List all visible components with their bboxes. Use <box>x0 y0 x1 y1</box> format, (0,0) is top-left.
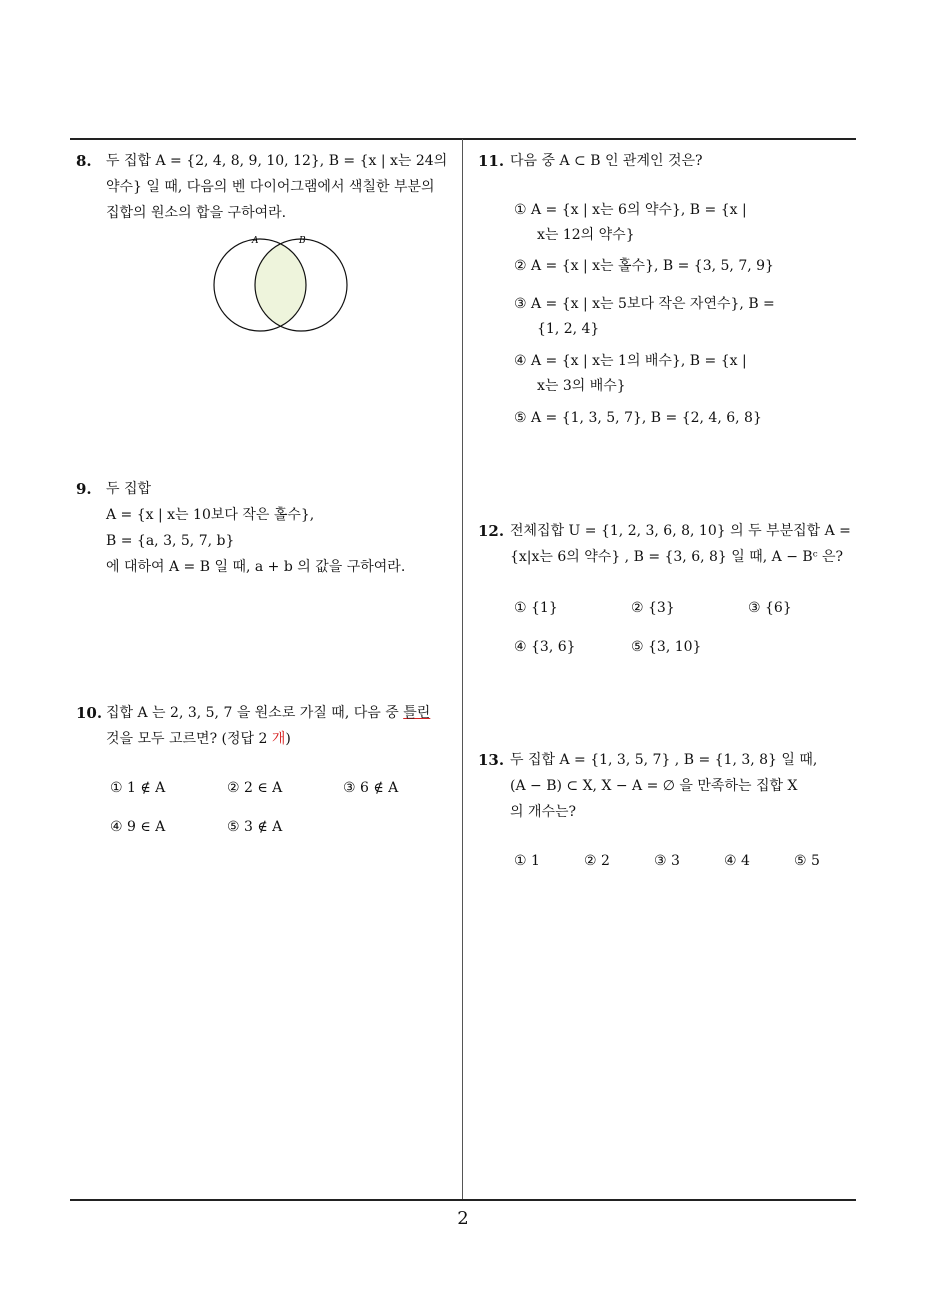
problem-line: A = {x | x는 10보다 작은 홀수}, <box>106 507 315 523</box>
choice-3-cont: {1, 2, 4} <box>537 321 600 337</box>
problem-text <box>106 148 461 226</box>
column-divider <box>462 139 463 1200</box>
problem-line: 집합의 원소의 합을 구하여라. <box>106 205 287 221</box>
problem-number: 13. <box>478 751 505 769</box>
choice-4-cont: x는 3의 배수} <box>537 378 626 394</box>
problem-line: B = {a, 3, 5, 7, b} <box>106 533 235 549</box>
choice-4[interactable]: ④ 4 <box>724 853 750 869</box>
problem-line <box>106 726 461 752</box>
problem-text <box>510 148 853 174</box>
problem-number: 8. <box>76 152 92 170</box>
page-number: 2 <box>457 1208 469 1229</box>
problem-9 <box>76 476 461 580</box>
problem-number: 12. <box>478 522 505 540</box>
problem-line <box>106 700 461 726</box>
text-segment: ) <box>285 731 291 747</box>
choice-4[interactable]: ④ {3, 6} <box>514 639 576 655</box>
bottom-rule <box>70 1199 856 1201</box>
problem-line: 두 집합 A = {1, 3, 5, 7} , B = {1, 3, 8} 일 때, <box>510 752 818 768</box>
red-word: 개 <box>271 731 286 747</box>
problem-number: 9. <box>76 480 92 498</box>
choice-1-cont: x는 12의 약수} <box>537 227 635 243</box>
problem-12 <box>478 518 853 570</box>
text-segment: 집합 A 는 2, 3, 5, 7 을 원소로 가질 때, 다음 중 <box>106 705 404 721</box>
problem-line: 두 집합 A = {2, 4, 8, 9, 10, 12}, B = {x | x는 24의 <box>106 153 448 169</box>
set-a-label: A <box>252 236 259 246</box>
set-b-label: B <box>299 236 306 246</box>
choice-1[interactable]: ① 1 <box>514 853 540 869</box>
choice-2[interactable]: ② 2 ∈ A <box>227 780 283 796</box>
problem-line: {x|x는 6의 약수} , B = {3, 6, 8} 일 때, A − Bᶜ 은? <box>510 549 844 565</box>
problem-line: 다음 중 A ⊂ B 인 관계인 것은? <box>510 153 703 169</box>
problem-8 <box>76 148 461 226</box>
venn-diagram <box>208 232 353 332</box>
problem-text <box>510 747 853 825</box>
problem-text <box>510 518 853 570</box>
choice-5[interactable]: ⑤ 5 <box>794 853 820 869</box>
text-segment: 것을 모두 고르면? (정답 2 <box>106 731 272 747</box>
choice-1[interactable]: ① {1} <box>514 600 558 616</box>
problem-number: 10. <box>76 704 103 722</box>
choice-2[interactable]: ② A = {x | x는 홀수}, B = {3, 5, 7, 9} <box>514 258 774 274</box>
choice-4[interactable]: ④ 9 ∈ A <box>110 819 166 835</box>
problem-line: 약수} 일 때, 다음의 벤 다이어그램에서 색칠한 부분의 <box>106 179 435 195</box>
choice-4[interactable]: ④ A = {x | x는 1의 배수}, B = {x | <box>514 353 747 369</box>
problem-line: (A − B) ⊂ X, X − A = ∅ 을 만족하는 집합 X <box>510 778 798 794</box>
problem-13 <box>478 747 853 825</box>
choice-2[interactable]: ② {3} <box>631 600 675 616</box>
choice-1[interactable]: ① 1 ∉ A <box>110 780 166 796</box>
problem-11 <box>478 148 853 174</box>
problem-line: 의 개수는? <box>510 804 577 820</box>
problem-number: 11. <box>478 152 505 170</box>
problem-text <box>106 476 461 580</box>
choice-5[interactable]: ⑤ {3, 10} <box>631 639 702 655</box>
choice-3[interactable]: ③ 6 ∉ A <box>343 780 399 796</box>
choice-2[interactable]: ② 2 <box>584 853 610 869</box>
choice-3[interactable]: ③ 3 <box>654 853 680 869</box>
problem-line: 두 집합 <box>106 481 152 497</box>
top-rule <box>70 138 856 140</box>
problem-line: 전체집합 U = {1, 2, 3, 6, 8, 10} 의 두 부분집합 A = <box>510 523 851 539</box>
problem-text <box>106 700 461 752</box>
choice-1[interactable]: ① A = {x | x는 6의 약수}, B = {x | <box>514 202 747 218</box>
choice-3[interactable]: ③ {6} <box>748 600 792 616</box>
problem-10 <box>76 700 461 752</box>
choice-3[interactable]: ③ A = {x | x는 5보다 작은 자연수}, B = <box>514 296 775 312</box>
underlined-word: 틀린 <box>403 705 431 721</box>
choice-5[interactable]: ⑤ A = {1, 3, 5, 7}, B = {2, 4, 6, 8} <box>514 410 762 426</box>
choice-5[interactable]: ⑤ 3 ∉ A <box>227 819 283 835</box>
problem-line: 에 대하여 A = B 일 때, a + b 의 값을 구하여라. <box>106 559 406 575</box>
